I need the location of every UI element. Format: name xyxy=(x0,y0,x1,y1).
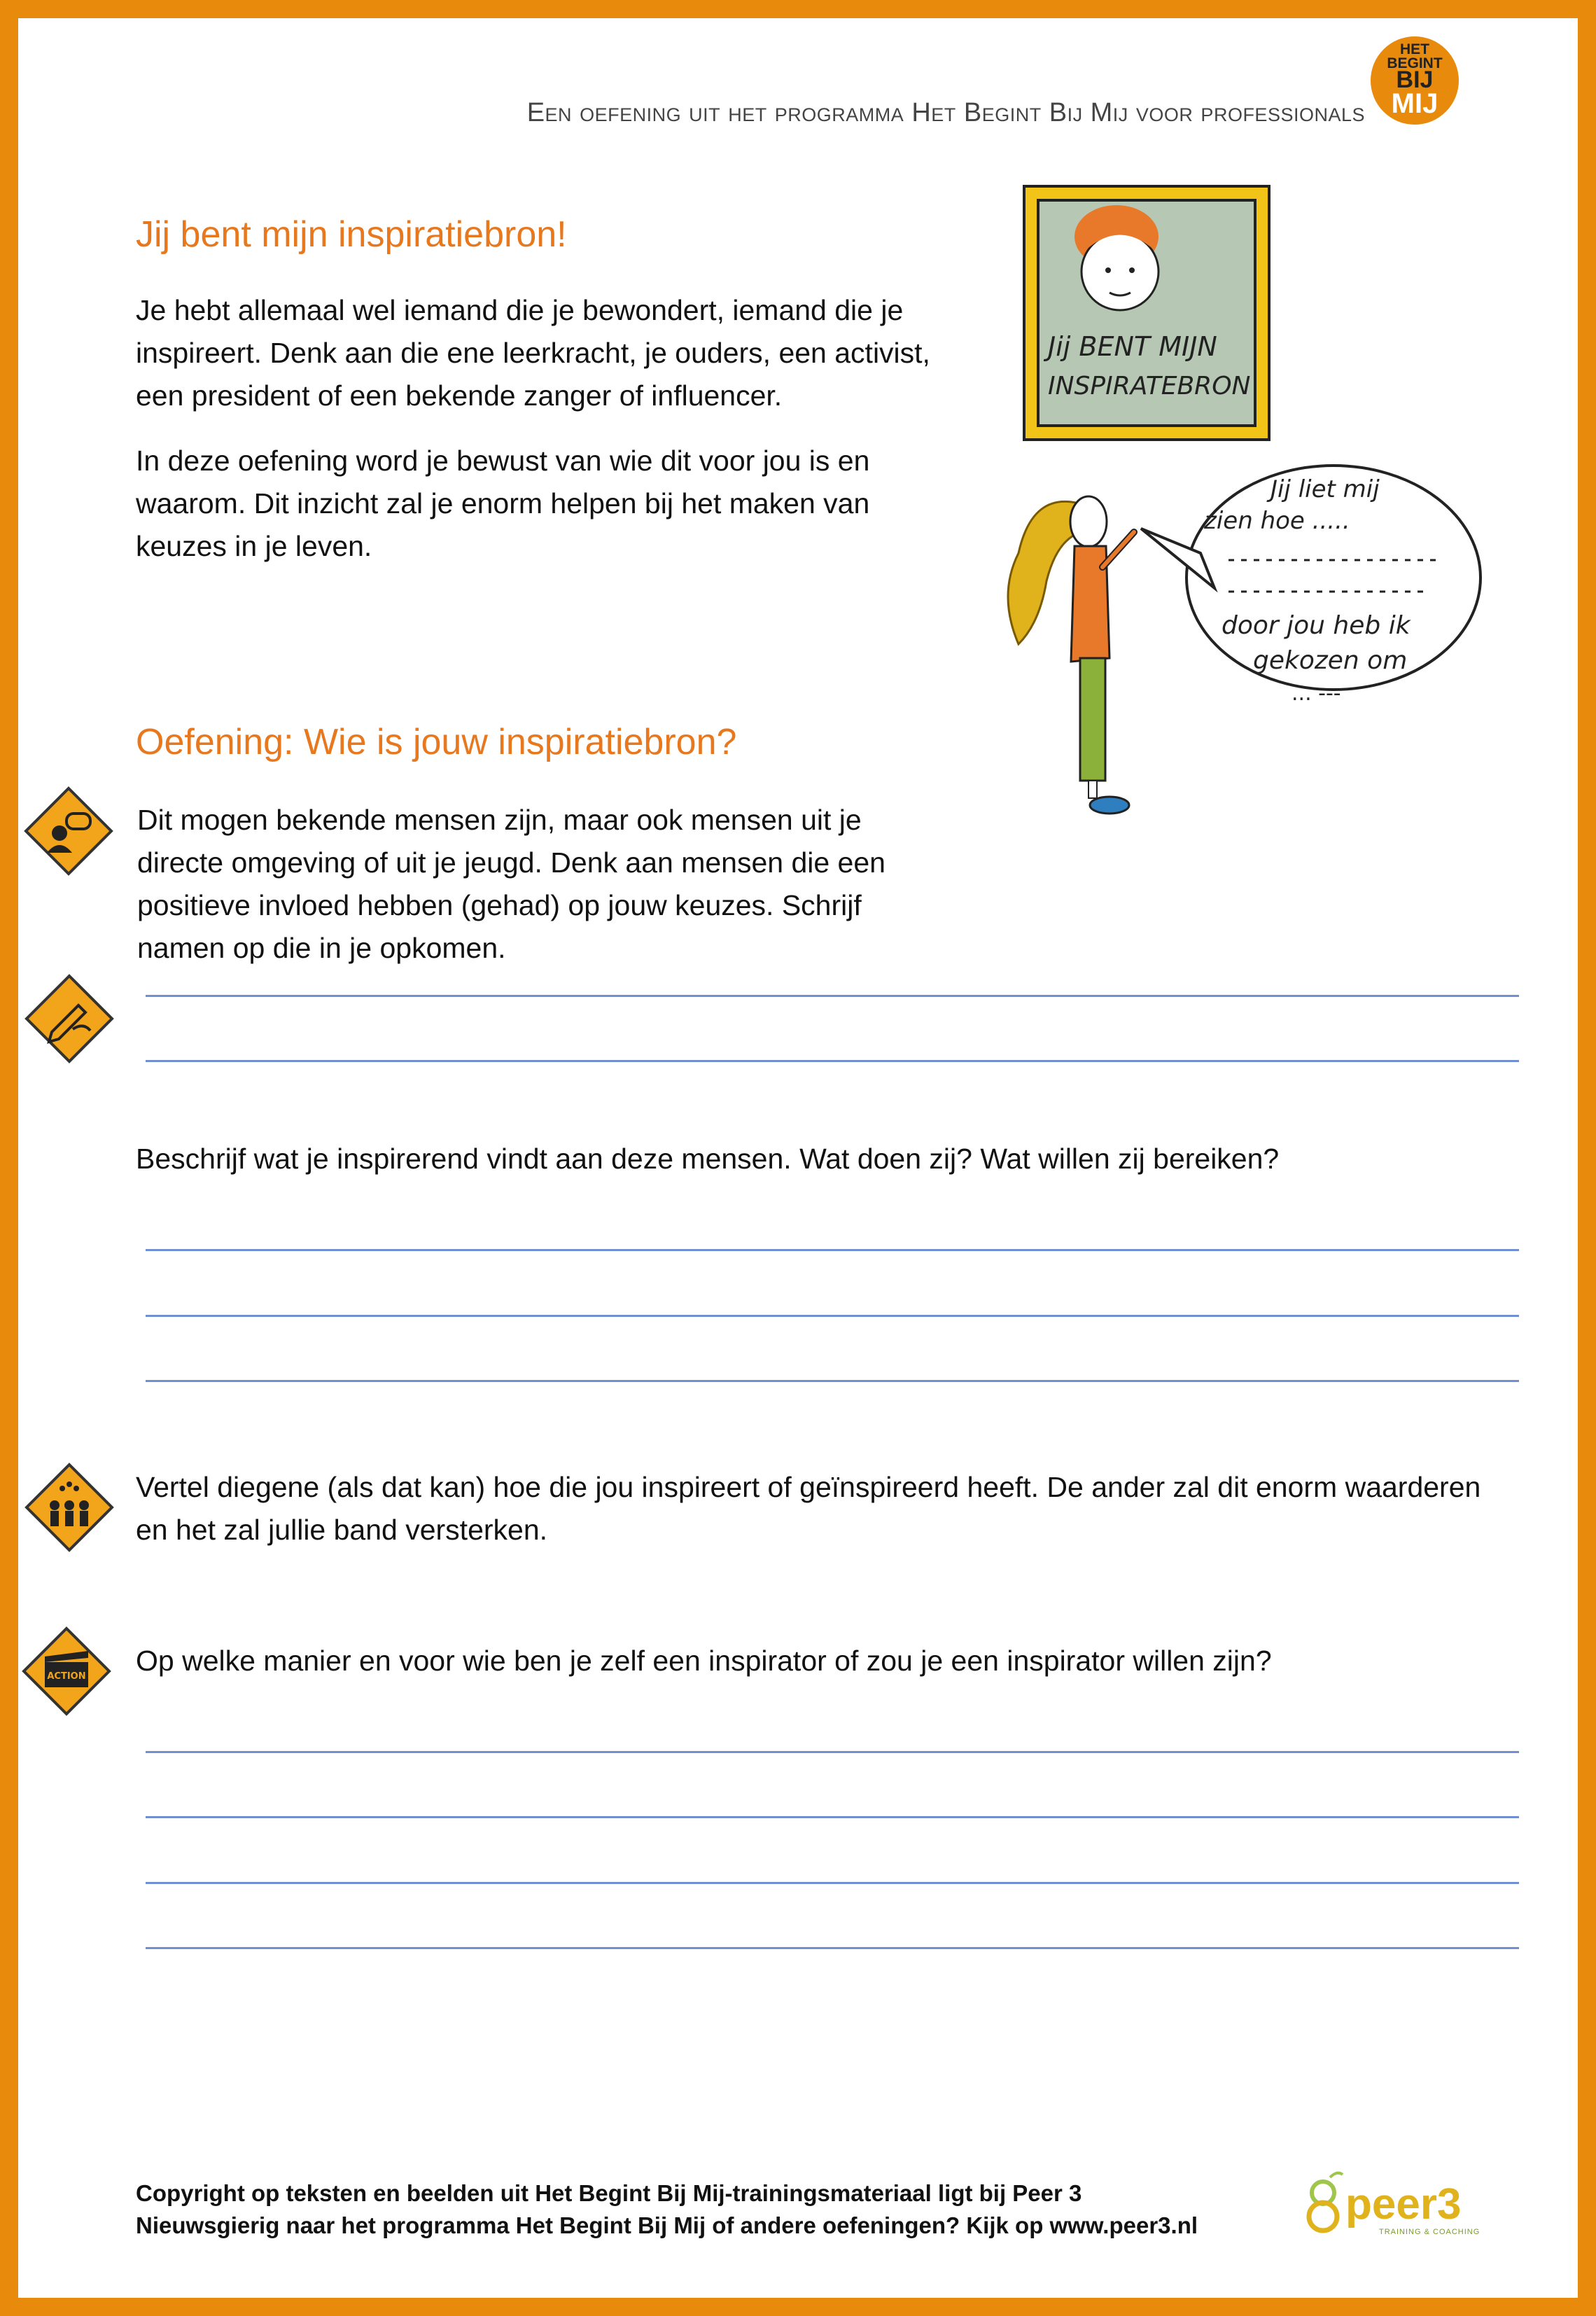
bubble-text-3: door jou heb ik xyxy=(1222,611,1410,640)
answer-line[interactable] xyxy=(146,995,1519,997)
answer-line[interactable] xyxy=(146,1882,1519,1884)
peer3-tagline: TRAINING & COACHING xyxy=(1379,2228,1480,2236)
exercise-step-2: Beschrijf wat je inspirerend vindt aan deze mensen. Wat doen zij? Wat willen zij bereiken? xyxy=(136,1143,1280,1175)
action-icon-label: ACTION xyxy=(47,1671,86,1682)
peer3-wordmark: peer3 xyxy=(1345,2180,1462,2228)
intro-title: Jij bent mijn inspiratiebron! xyxy=(136,214,567,255)
action-icon xyxy=(21,1626,112,1717)
exercise-step-1-text: Dit mogen bekende mensen zijn, maar ook mensen uit je directe omgeving of uit je jeugd. Denk aan mensen die een positieve invloed hebben (gehad) op jouw keuzes. Schrijf namen op die in je opkomen. xyxy=(137,804,886,964)
answer-line[interactable] xyxy=(146,1249,1519,1251)
intro-paragraph-2: In deze oefening word je bewust van wie dit voor jou is en waarom. Dit inzicht zal je enorm helpen bij het maken van keuzes in je leven. xyxy=(136,445,870,562)
intro-paragraph-1: Je hebt allemaal wel iemand die je bewondert, iemand die je inspireert. Denk aan die ene leerkracht, je ouders, een activist, een president of een bekende zanger of influencer. xyxy=(136,294,930,412)
answer-line[interactable] xyxy=(146,1816,1519,1818)
talk-icon xyxy=(23,786,114,877)
portrait-frame-illustration xyxy=(1018,181,1278,447)
write-icon xyxy=(24,973,115,1064)
group-icon xyxy=(24,1462,115,1553)
girl-speech-illustration xyxy=(990,462,1494,826)
header-subtitle: Een oefening uit het programma Het Begint Bij Mij voor professionals xyxy=(526,98,1365,127)
bubble-text-5: ... --- xyxy=(1292,681,1341,706)
frame-text-1: Jij BENT MIJN xyxy=(1048,331,1217,362)
peer3-logo xyxy=(1302,2165,1498,2242)
answer-line[interactable] xyxy=(146,1947,1519,1949)
het-begint-bij-mij-logo: HET BEGINT BIJ MIJ xyxy=(1371,36,1459,125)
footer-link-text[interactable]: Nieuwsgierig naar het programma Het Begint Bij Mij of andere oefeningen? Kijk op www.peer3.nl xyxy=(136,2212,1198,2238)
exercise-title: Oefening: Wie is jouw inspiratiebron? xyxy=(136,722,737,762)
footer-copyright: Copyright op teksten en beelden uit Het Begint Bij Mij-trainingsmateriaal ligt bij Peer 3 xyxy=(136,2180,1082,2206)
frame-text-2: INSPIRATEBRON xyxy=(1048,372,1251,400)
exercise-step-1 xyxy=(137,799,1502,970)
bubble-text-2: zien hoe ..... xyxy=(1204,507,1350,535)
exercise-step-4: Op welke manier en voor wie ben je zelf een inspirator of zou je een inspirator willen zijn? xyxy=(136,1645,1272,1677)
answer-line[interactable] xyxy=(146,1380,1519,1382)
bubble-text-4: gekozen om xyxy=(1253,646,1408,675)
answer-line[interactable] xyxy=(146,1060,1519,1062)
exercise-step-3: Vertel diegene (als dat kan) hoe die jou inspireert of geïnspireerd heeft. De ander zal dit enorm waarderen en het zal jullie band versterken. xyxy=(136,1471,1481,1546)
bubble-text-1: Jij liet mij xyxy=(1270,475,1380,503)
answer-line[interactable] xyxy=(146,1315,1519,1317)
answer-line[interactable] xyxy=(146,1751,1519,1753)
